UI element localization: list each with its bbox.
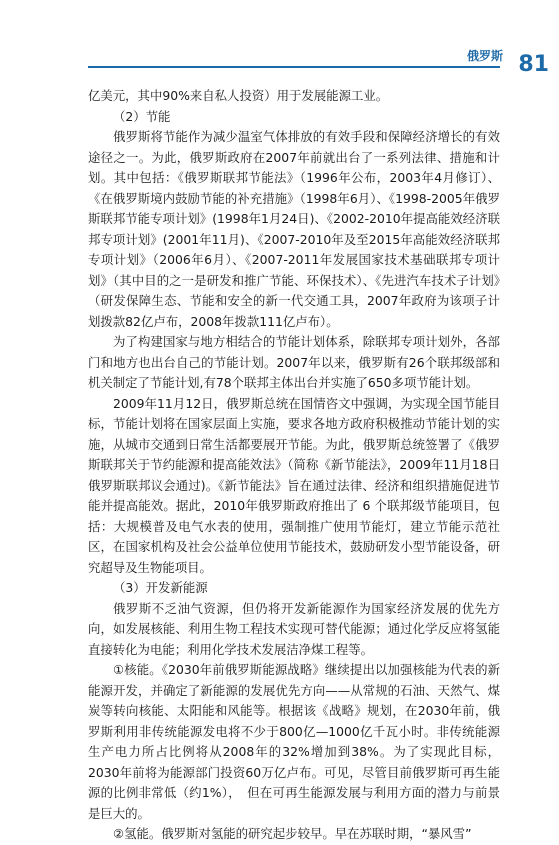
header-rule [88, 66, 500, 68]
body-text [88, 86, 500, 845]
paragraph: 俄罗斯不乏油气资源，但仍将开发新能源作为国家经济发展的优先方向，如发展核能、利用生物工程技术实现可替代能源；通过化学反应将氢能直接转化为电能；利用化学技术发展洁净煤工程等。 [88, 600, 500, 657]
paragraph: ①核能。《2030年前俄罗斯能源战略》继续提出以加强核能为代表的新能源开发，并确定了新能源的发展优先方向——从常规的石油、天然气、煤炭等转向核能、太阳能和风能等。根据该《战略》规划，在2030年前，俄罗斯利用非传统能源发电将不少于800亿—1000亿千瓦小时。非传统能源生产电力所占比例将从2008年的32%增加到38%。为了实现此目标，2030年前将为能源部门投资60万亿卢布。可见，尽管目前俄罗斯可再生能源的比例非常低（约1%）， 但在可再生能源发展与利用方面的潜力与前景是巨大的。 [88, 662, 500, 821]
paragraph-continued: 亿美元，其中90%来自私人投资）用于发展能源工业。 [88, 88, 389, 103]
subheading-new-energy: （3）开发新能源 [113, 580, 208, 595]
subheading-energy-saving: （2）节能 [113, 108, 171, 124]
paragraph: 为了构建国家与地方相结合的节能计划体系，除联邦专项计划外，各部门和地方也出台自己的节能计划。2007年以来，俄罗斯有26个联邦级部和机关制定了节能计划,有78个联邦主体出台并实施了650多项节能计划。 [88, 334, 500, 390]
page-number: 81 [518, 52, 549, 77]
section-label: 俄罗斯 [466, 49, 503, 63]
paragraph: ②氢能。俄罗斯对氢能的研究起步较早。早在苏联时期，“暴风雪” [113, 826, 472, 841]
paragraph: 俄罗斯将节能作为减少温室气体排放的有效手段和保障经济增长的有效途径之一。为此，俄罗斯政府在2007年前就出台了一系列法律、措施和计划。其中包括：《俄罗斯联邦节能法》（1996年公布，2003年4月修订）、《在俄罗斯境内鼓励节能的补充措施》（1998年6月）、《1998-2005年俄罗斯联邦节能专项计划》(1998年1月24日)、《2002-2010年提高能效经济联邦专项计划》(2001年11月)、《2007-2010年及至2015年高能效经济联邦专项计划》（2006年6月）、《2007-2011年发展国家技术基础联邦专项计划》（其中目的之一是研发和推广节能、环保技术）、《先进汽车技术子计划》（研发保障生态、节能和安全的新一代交通工具，2007年政府为该项子计划拨款82亿卢布，2008年拨款111亿卢布）。 [88, 129, 500, 329]
paragraph: 2009年11月12日，俄罗斯总统在国情咨文中强调，为实现全国节能目标，节能计划将在国家层面上实施，要求各地方政府积极推动节能计划的实施，从城市交通到日常生活都要展开节能。为此，俄罗斯总统签署了《俄罗斯联邦关于节约能源和提高能效法》（简称《新节能法》，2009年11月18日俄罗斯联邦议会通过)。《新节能法》旨在通过法律、经济和组织措施促进节能并提高能效。据此，2010年俄罗斯政府推出了 6 个联邦级节能项目，包括：大规模普及电气水表的使用，强制推广使用节能灯，建立节能示范社区，在国家机构及社会公益单位使用节能技术，鼓励研发小型节能设备，研究超导及生物能项目。 [88, 395, 500, 575]
